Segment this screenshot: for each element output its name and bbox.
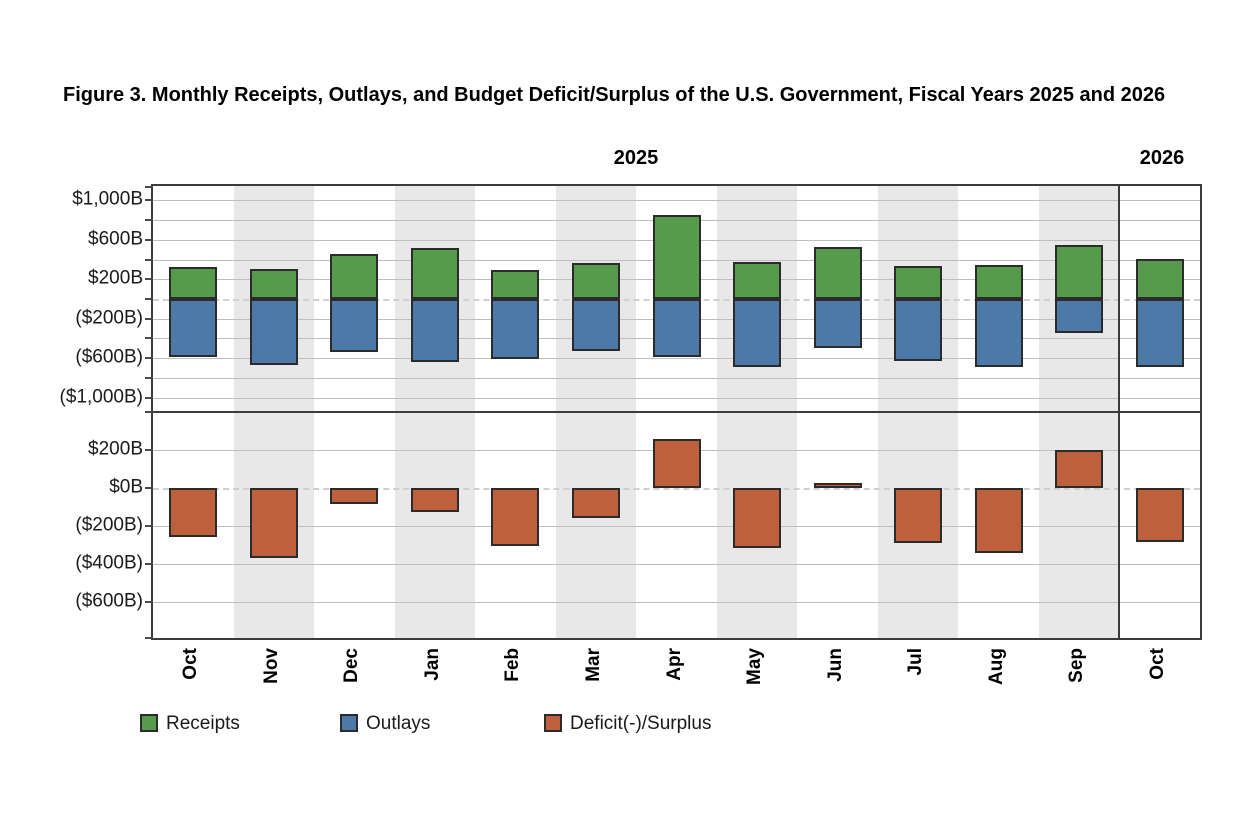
zero-gridline-bottom bbox=[153, 488, 1200, 490]
receipts-bar-jan-3 bbox=[411, 248, 459, 299]
figure-title: Figure 3. Monthly Receipts, Outlays, and Budget Deficit/Surplus of the U.S. Government, Fiscal Years 2025 and 2026 bbox=[63, 84, 1166, 106]
y-axis-label: $200B bbox=[88, 267, 143, 289]
receipts-bar-apr-6 bbox=[653, 215, 701, 299]
y-axis-tick bbox=[145, 449, 153, 451]
y-axis-tick bbox=[145, 563, 153, 565]
x-axis-label-apr-6: Apr bbox=[663, 648, 685, 681]
y-axis-tick bbox=[145, 259, 153, 261]
deficit-surplus-bar-dec-2 bbox=[330, 488, 378, 505]
outlays-bar-mar-5 bbox=[572, 299, 620, 351]
receipts-bar-dec-2 bbox=[330, 254, 378, 299]
y-axis-label: ($1,000B) bbox=[59, 386, 143, 408]
legend-label-outlays: Outlays bbox=[366, 713, 431, 734]
gridline-top bbox=[153, 398, 1200, 399]
y-axis-label: ($600B) bbox=[75, 590, 143, 612]
y-axis-label: ($200B) bbox=[75, 307, 143, 329]
gridline-bottom bbox=[153, 564, 1200, 565]
outlays-bar-feb-4 bbox=[491, 299, 539, 359]
gridline-bottom bbox=[153, 602, 1200, 603]
receipts-bar-nov-1 bbox=[250, 269, 298, 299]
y-axis-label: $200B bbox=[88, 438, 143, 460]
y-axis-label: $1,000B bbox=[72, 188, 143, 210]
outlays-bar-may-7 bbox=[733, 299, 781, 367]
deficit-surplus-bar-mar-5 bbox=[572, 488, 620, 518]
receipts-bar-mar-5 bbox=[572, 263, 620, 299]
y-axis-tick bbox=[145, 337, 153, 339]
x-axis-label-jul-9: Jul bbox=[905, 648, 927, 676]
y-axis-label: ($400B) bbox=[75, 552, 143, 574]
panel-divider bbox=[153, 411, 1200, 413]
x-axis-label-dec-2: Dec bbox=[341, 648, 363, 683]
deficit-surplus-bar-oct-0 bbox=[169, 488, 217, 537]
gridline-bottom bbox=[153, 526, 1200, 527]
fiscal-year-separator bbox=[1118, 186, 1120, 638]
x-axis-label-jun-8: Jun bbox=[824, 648, 846, 682]
outlays-bar-oct-12 bbox=[1136, 299, 1184, 367]
y-axis-tick bbox=[145, 278, 153, 280]
receipts-bar-oct-12 bbox=[1136, 259, 1184, 299]
y-axis-label: $600B bbox=[88, 228, 143, 250]
receipts-bar-feb-4 bbox=[491, 270, 539, 299]
y-axis-tick bbox=[145, 318, 153, 320]
y-axis-tick bbox=[145, 601, 153, 603]
deficit-surplus-bar-jul-9 bbox=[894, 488, 942, 543]
legend-label-receipts: Receipts bbox=[166, 713, 240, 734]
y-axis-tick bbox=[145, 525, 153, 527]
x-axis-label-oct-12: Oct bbox=[1146, 648, 1168, 680]
x-axis-label-may-7: May bbox=[744, 648, 766, 685]
outlays-bar-jul-9 bbox=[894, 299, 942, 361]
outlays-bar-jun-8 bbox=[814, 299, 862, 348]
receipts-bar-jun-8 bbox=[814, 247, 862, 299]
gridline-top bbox=[153, 200, 1200, 201]
outlays-swatch-icon bbox=[340, 714, 358, 732]
deficit-swatch-icon bbox=[544, 714, 562, 732]
y-axis-tick bbox=[145, 239, 153, 241]
receipts-bar-jul-9 bbox=[894, 266, 942, 299]
receipts-bar-may-7 bbox=[733, 262, 781, 299]
y-axis-tick bbox=[145, 397, 153, 399]
deficit-surplus-bar-may-7 bbox=[733, 488, 781, 548]
x-axis-label-mar-5: Mar bbox=[582, 648, 604, 682]
y-axis-tick bbox=[145, 186, 153, 188]
x-axis-label-aug-10: Aug bbox=[985, 648, 1007, 685]
receipts-swatch-icon bbox=[140, 714, 158, 732]
y-axis-tick bbox=[145, 219, 153, 221]
year-label-2026: 2026 bbox=[1139, 147, 1185, 169]
outlays-bar-dec-2 bbox=[330, 299, 378, 352]
y-axis-tick bbox=[145, 487, 153, 489]
x-axis-label-sep-11: Sep bbox=[1066, 648, 1088, 683]
outlays-bar-jan-3 bbox=[411, 299, 459, 362]
year-label-2025: 2025 bbox=[613, 147, 659, 169]
outlays-bar-aug-10 bbox=[975, 299, 1023, 367]
gridline-top bbox=[153, 358, 1200, 359]
deficit-surplus-bar-jan-3 bbox=[411, 488, 459, 512]
y-axis-tick bbox=[145, 411, 153, 413]
x-axis-label-nov-1: Nov bbox=[260, 648, 282, 684]
outlays-bar-sep-11 bbox=[1055, 299, 1103, 333]
legend bbox=[0, 712, 1254, 738]
y-axis-tick bbox=[145, 298, 153, 300]
y-axis-label: ($200B) bbox=[75, 514, 143, 536]
deficit-surplus-bar-oct-12 bbox=[1136, 488, 1184, 542]
y-axis-label: ($600B) bbox=[75, 346, 143, 368]
outlays-bar-apr-6 bbox=[653, 299, 701, 357]
deficit-surplus-bar-apr-6 bbox=[653, 439, 701, 488]
x-axis-label-jan-3: Jan bbox=[421, 648, 443, 681]
deficit-surplus-bar-nov-1 bbox=[250, 488, 298, 558]
y-axis-tick bbox=[145, 377, 153, 379]
y-axis-tick bbox=[145, 637, 153, 639]
deficit-surplus-bar-sep-11 bbox=[1055, 450, 1103, 488]
gridline-top bbox=[153, 378, 1200, 379]
outlays-bar-nov-1 bbox=[250, 299, 298, 365]
y-axis-tick bbox=[145, 199, 153, 201]
deficit-surplus-bar-jun-8 bbox=[814, 483, 862, 488]
y-axis-label: $0B bbox=[109, 476, 143, 498]
deficit-surplus-bar-aug-10 bbox=[975, 488, 1023, 553]
x-axis-label-feb-4: Feb bbox=[502, 648, 524, 682]
receipts-bar-aug-10 bbox=[975, 265, 1023, 299]
y-axis-tick bbox=[145, 357, 153, 359]
receipts-bar-sep-11 bbox=[1055, 245, 1103, 299]
outlays-bar-oct-0 bbox=[169, 299, 217, 357]
plot-area bbox=[59, 184, 1202, 685]
receipts-bar-oct-0 bbox=[169, 267, 217, 299]
deficit-surplus-bar-feb-4 bbox=[491, 488, 539, 546]
legend-label-deficit: Deficit(-)/Surplus bbox=[570, 713, 712, 734]
x-axis-label-oct-0: Oct bbox=[180, 648, 202, 680]
